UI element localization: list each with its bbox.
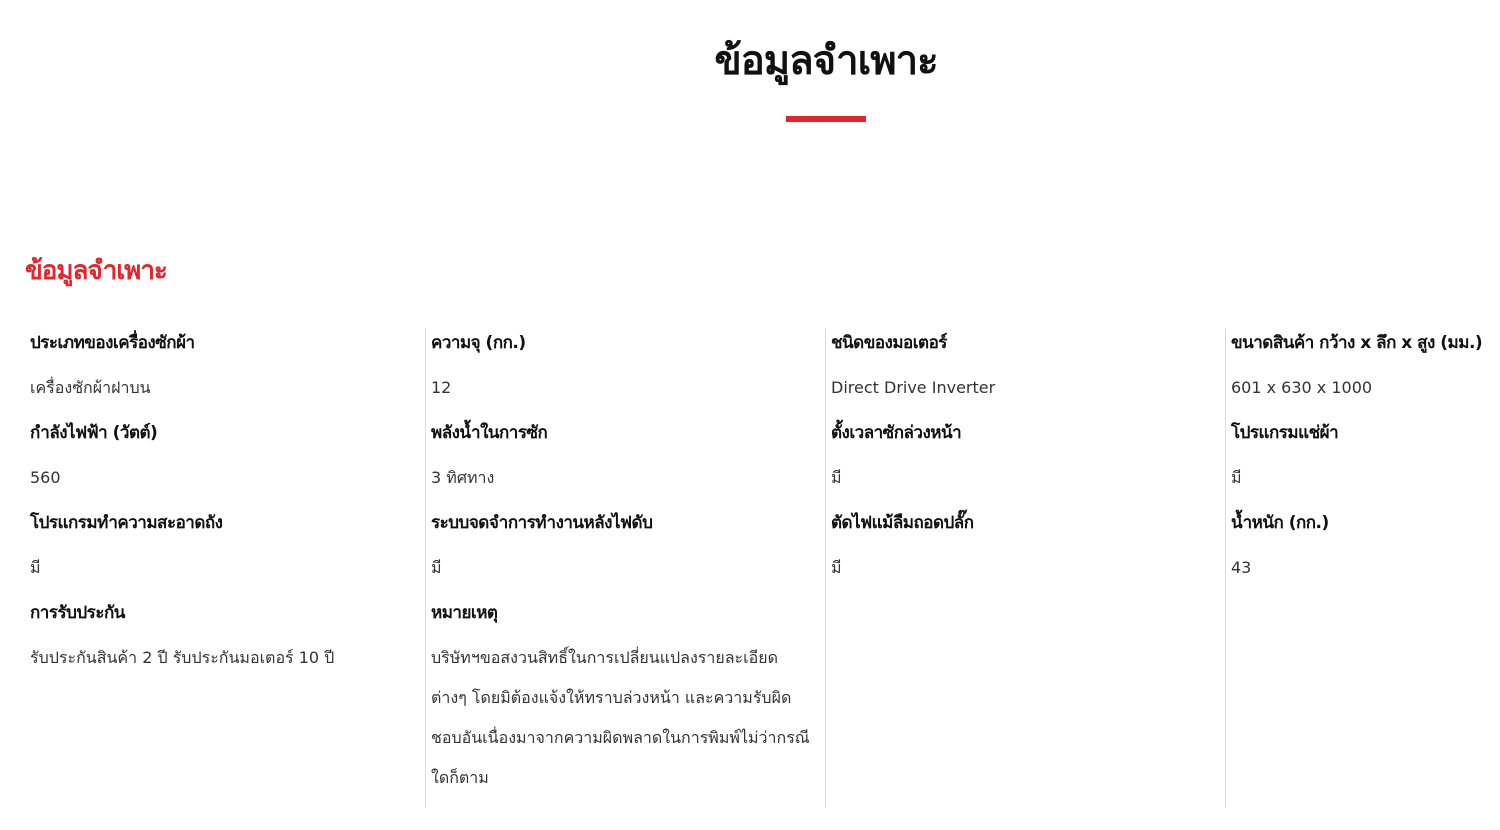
spec-value: 560 (30, 468, 61, 487)
spec-item-dimensions (1231, 328, 1500, 418)
spec-item-auto-cutoff (831, 508, 1225, 598)
spec-column-3 (825, 328, 1225, 808)
spec-label: ตัดไฟแม้ลืมถอดปลั๊ก (831, 513, 974, 533)
spec-label: โปรแกรมแช่ผ้า (1231, 423, 1339, 443)
spec-label: ตั้งเวลาซักล่วงหน้า (831, 423, 962, 443)
spec-value: 3 ทิศทาง (431, 468, 495, 487)
spec-label: ประเภทของเครื่องซักผ้า (30, 333, 195, 353)
spec-item-water-power (431, 418, 825, 508)
spec-item-weight (1231, 508, 1500, 598)
spec-value: 43 (1231, 558, 1252, 577)
spec-item-washer-type (30, 328, 425, 418)
spec-column-4 (1225, 328, 1500, 808)
specs-grid (25, 328, 1500, 808)
spec-value: 12 (431, 378, 452, 397)
spec-item-motor-type (831, 328, 1225, 418)
spec-value: มี (30, 558, 41, 577)
spec-value: มี (831, 558, 842, 577)
spec-value: มี (431, 558, 442, 577)
spec-label: ขนาดสินค้า กว้าง x ลึก x สูง (มม.) (1231, 333, 1483, 353)
title-underline (786, 116, 866, 122)
spec-label: กำลังไฟฟ้า (วัตต์) (30, 423, 158, 443)
spec-value: รับประกันสินค้า 2 ปี รับประกันมอเตอร์ 10 ปี (30, 648, 335, 667)
spec-label: ชนิดของมอเตอร์ (831, 333, 947, 353)
spec-item-soak-program (1231, 418, 1500, 508)
spec-value: มี (831, 468, 842, 487)
spec-value: เครื่องซักผ้าฝาบน (30, 378, 151, 397)
spec-value: Direct Drive Inverter (831, 378, 996, 397)
spec-label: โปรแกรมทำความสะอาดถัง (30, 513, 223, 533)
spec-value: มี (1231, 468, 1242, 487)
spec-label: การรับประกัน (30, 603, 125, 623)
spec-label: ความจุ (กก.) (431, 333, 526, 353)
spec-item-delay-timer (831, 418, 1225, 508)
spec-label: ระบบจดจำการทำงานหลังไฟดับ (431, 513, 653, 533)
spec-label: หมายเหตุ (431, 603, 498, 623)
spec-label: พลังน้ำในการซัก (431, 423, 548, 443)
spec-label: น้ำหนัก (กก.) (1231, 513, 1329, 533)
spec-value: บริษัทฯขอสงวนสิทธิ์ในการเปลี่ยนแปลงรายละเอียดต่างๆ โดยมิต้องแจ้งให้ทราบล่วงหน้า และความรับผิดชอบอันเนื่องมาจากความผิดพลาดในการพิมพ์ไม่ว่ากรณีใดก็ตาม (431, 648, 810, 787)
spec-column-2 (425, 328, 825, 808)
spec-item-power-memory (431, 508, 825, 598)
spec-item-note (431, 598, 825, 808)
spec-item-tub-clean (30, 508, 425, 598)
spec-value: 601 x 630 x 1000 (1231, 378, 1373, 397)
section-title: ข้อมูลจำเพาะ (25, 256, 167, 286)
page-title: ข้อมูลจำเพาะ (714, 38, 938, 84)
spec-column-1 (25, 328, 425, 808)
spec-item-power (30, 418, 425, 508)
spec-item-warranty (30, 598, 425, 688)
spec-item-capacity (431, 328, 825, 418)
